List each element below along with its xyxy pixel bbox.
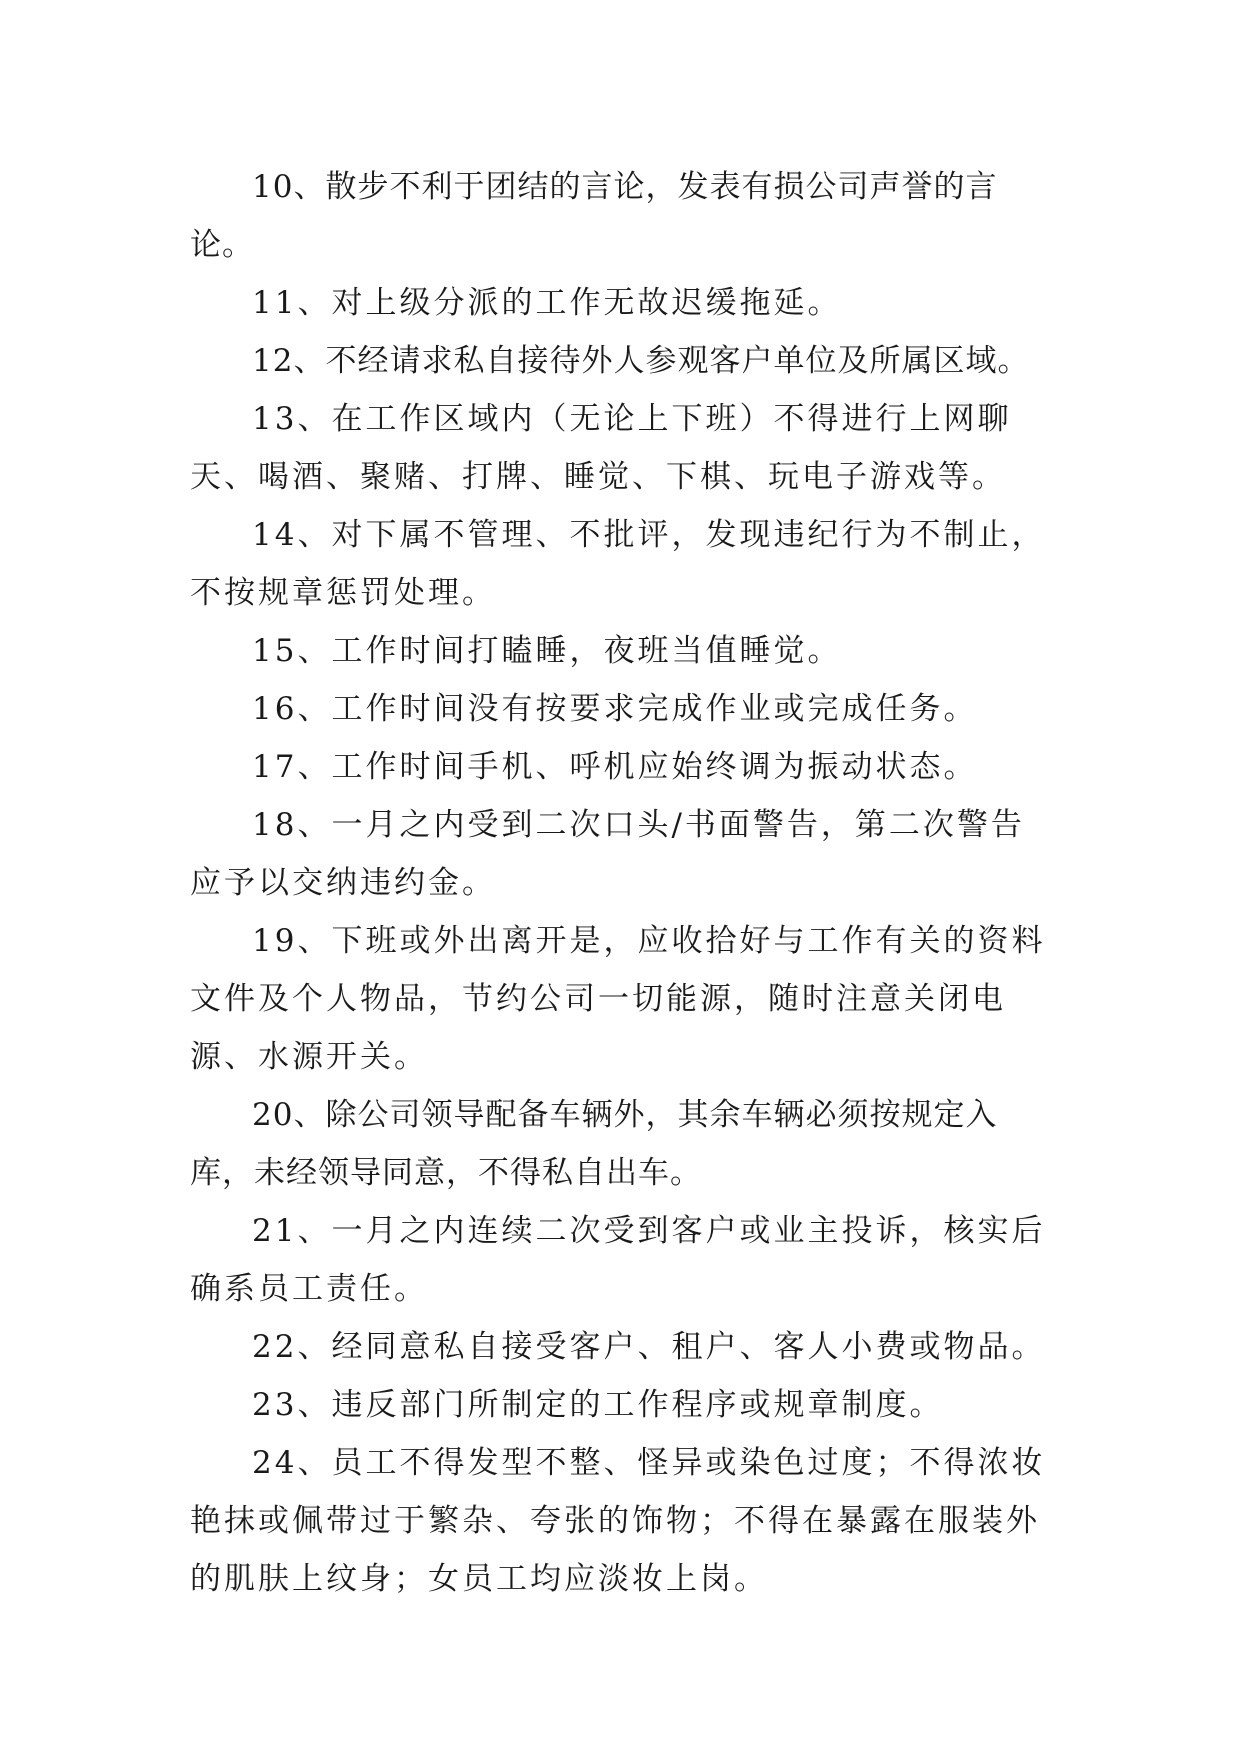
rule-item-10: 10、散步不利于团结的言论，发表有损公司声誉的言论。 — [190, 169, 998, 263]
rule-item-16: 16、工作时间没有按要求完成作业或完成任务。 — [252, 691, 978, 727]
rule-item-21: 21、一月之内连续二次受到客户或业主投诉，核实后确系员工责任。 — [190, 1213, 1046, 1307]
document-body — [190, 158, 1056, 1608]
rule-item-23: 23、违反部门所制定的工作程序或规章制度。 — [252, 1387, 944, 1423]
rule-item-24: 24、员工不得发型不整、怪异或染色过度；不得浓妆艳抹或佩带过于繁杂、夸张的饰物；不得在暴露在服装外的肌肤上纹身；女员工均应淡妆上岗。 — [190, 1445, 1046, 1597]
rule-item-11: 11、对上级分派的工作无故迟缓拖延。 — [252, 285, 842, 321]
rule-item-17: 17、工作时间手机、呼机应始终调为振动状态。 — [252, 749, 978, 785]
rule-item-19: 19、下班或外出离开是，应收拾好与工作有关的资料文件及个人物品，节约公司一切能源，随时注意关闭电源、水源开关。 — [190, 923, 1046, 1075]
rule-item-12: 12、不经请求私自接待外人参观客户单位及所属区域。 — [252, 343, 1030, 379]
rule-item-15: 15、工作时间打瞌睡，夜班当值睡觉。 — [252, 633, 842, 669]
rule-item-14: 14、对下属不管理、不批评，发现违纪行为不制止，不按规章惩罚处理。 — [190, 517, 1046, 611]
rule-item-13: 13、在工作区域内（无论上下班）不得进行上网聊天、喝酒、聚赌、打牌、睡觉、下棋、玩电子游戏等。 — [190, 401, 1012, 495]
rule-item-22: 22、经同意私自接受客户、租户、客人小费或物品。 — [252, 1329, 1046, 1365]
rule-item-18: 18、一月之内受到二次口头/书面警告，第二次警告应予以交纳违约金。 — [190, 807, 1025, 901]
rule-item-20: 20、除公司领导配备车辆外，其余车辆必须按规定入库，未经领导同意，不得私自出车。 — [190, 1097, 998, 1191]
